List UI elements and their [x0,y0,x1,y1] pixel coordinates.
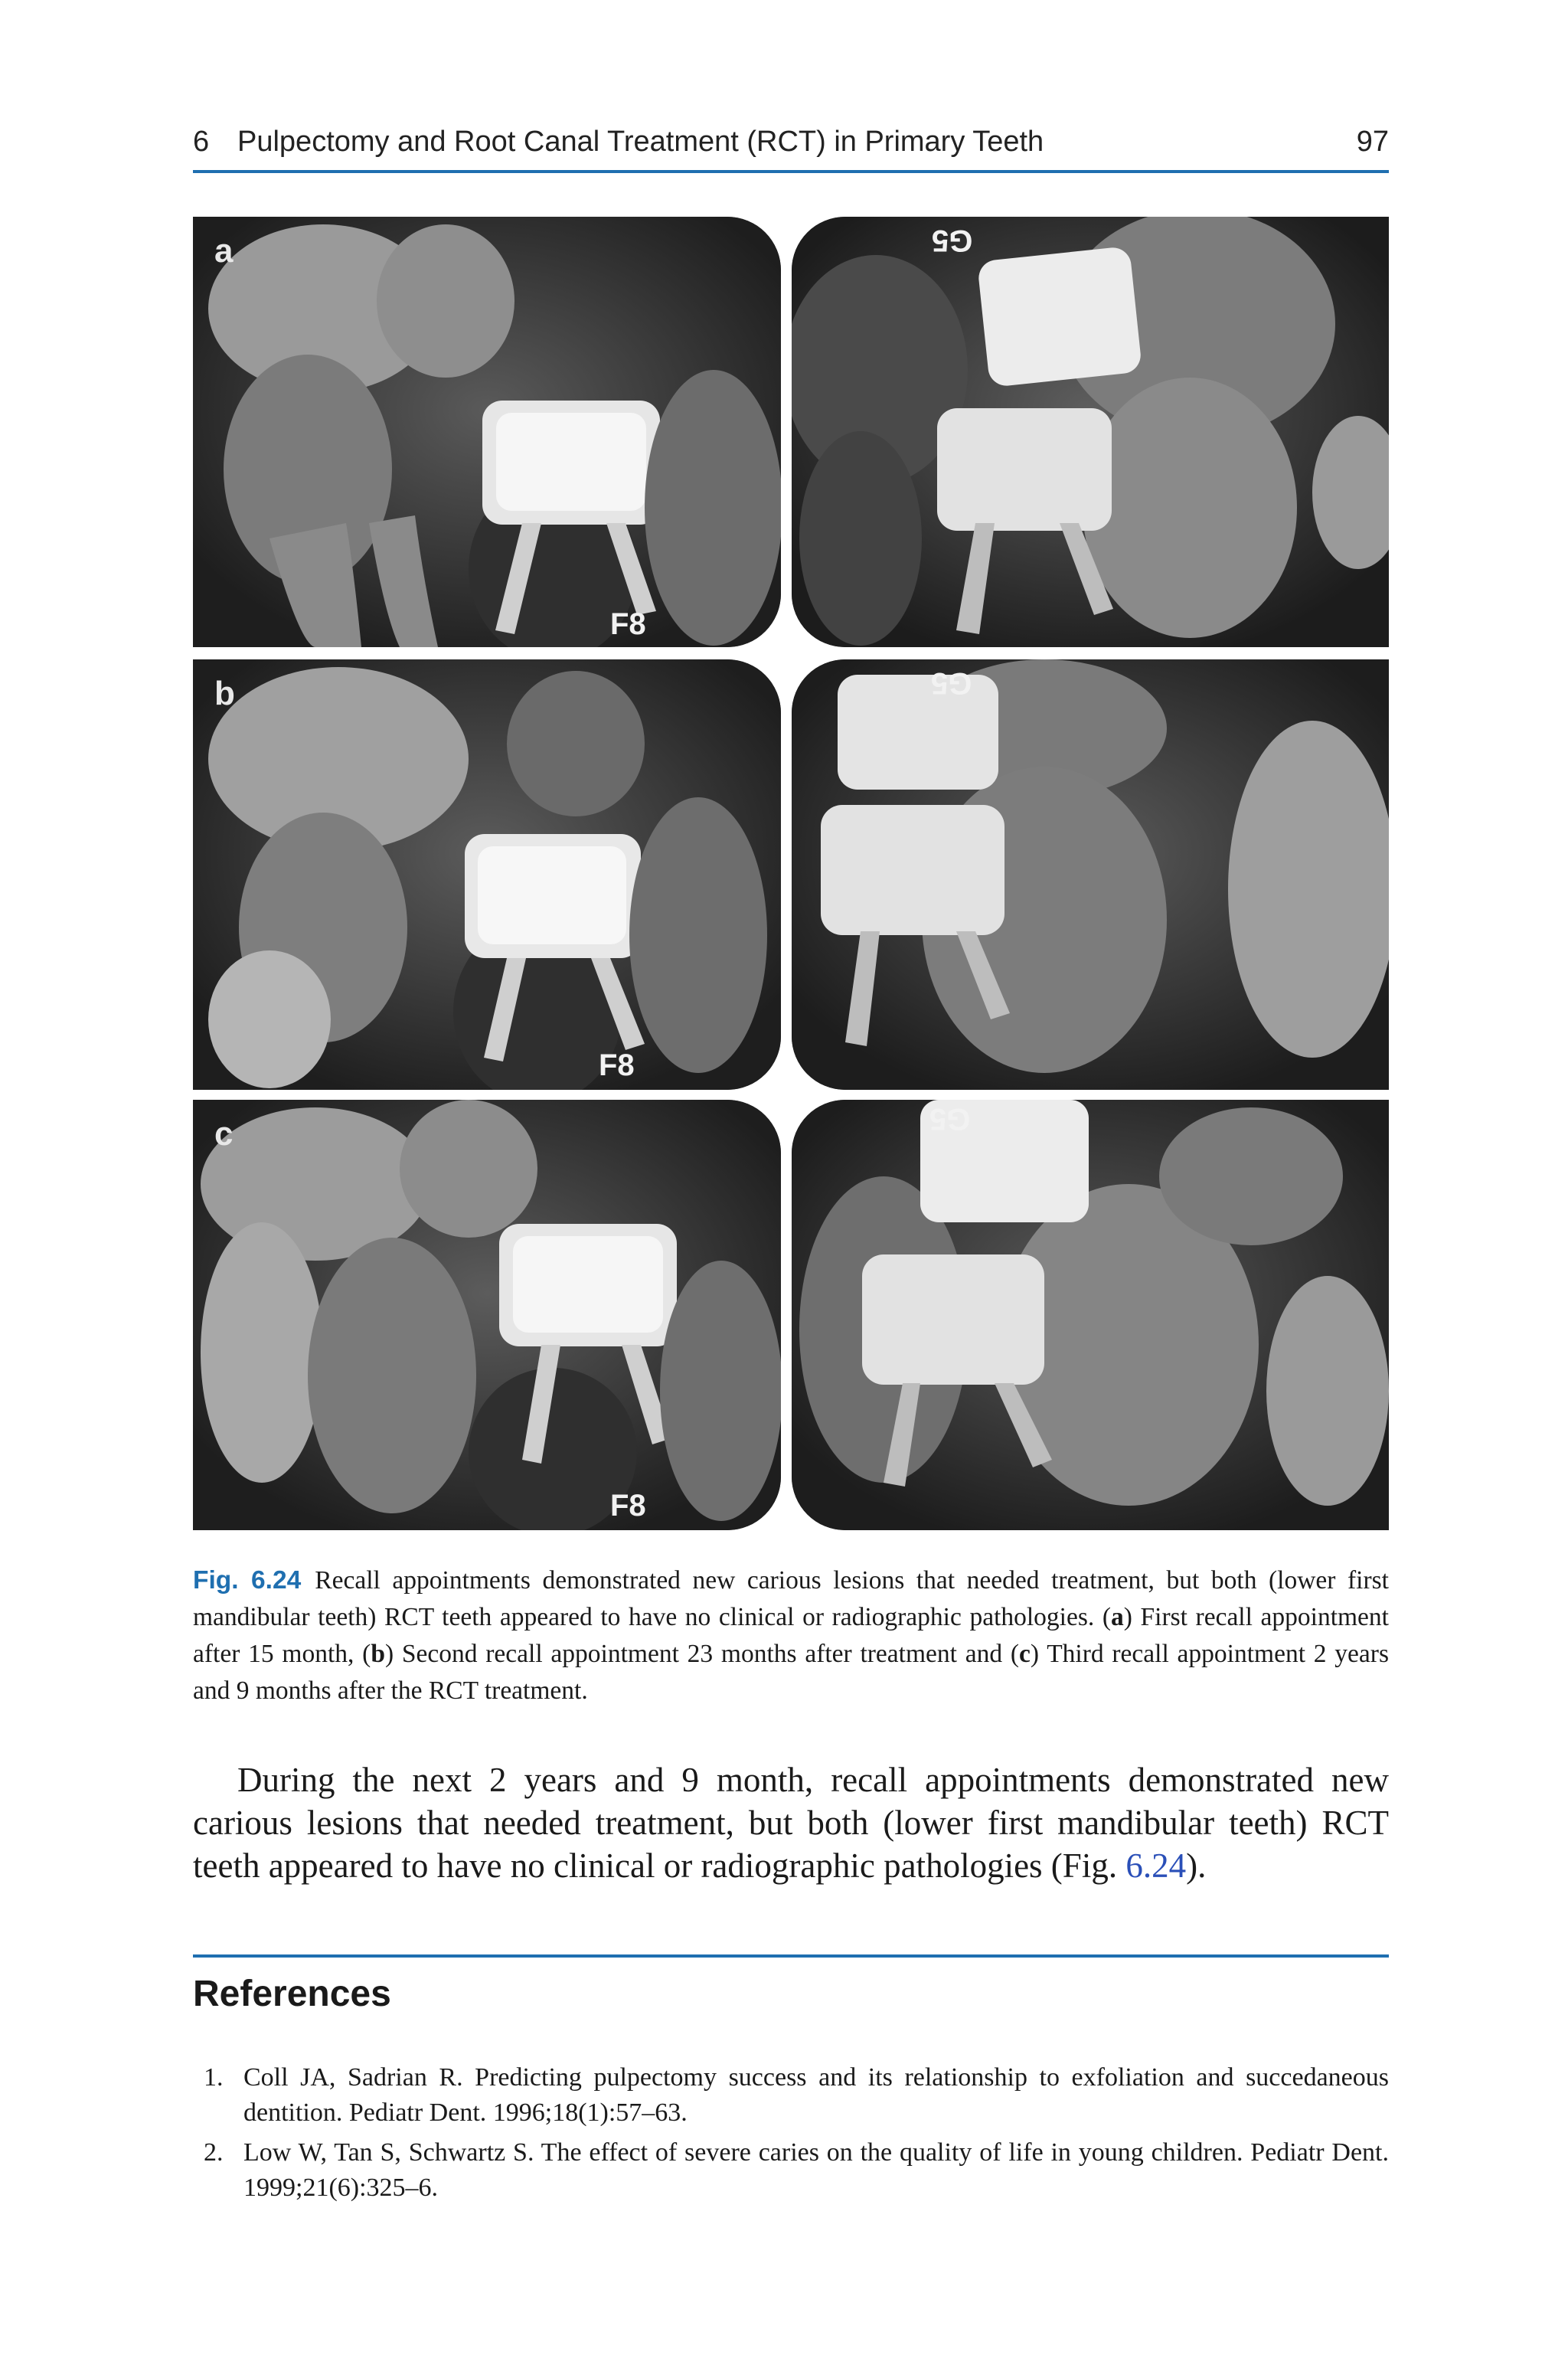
caption-bold-a: a [1111,1603,1124,1631]
tooth-label-g5-c: G5 [929,1102,971,1136]
panel-label-b: b [214,675,235,712]
figure-reference-link[interactable]: 6.24 [1125,1846,1187,1885]
tooth-label-f8-b: F8 [599,1048,635,1082]
chapter-title: Pulpectomy and Root Canal Treatment (RCT) in Primary Teeth [237,126,1044,158]
tooth-label-f8-c: F8 [610,1489,646,1523]
radiograph-c-right [792,1100,1389,1530]
caption-text-3: ) Second recall appointment 23 months after treatment and ( [384,1640,1020,1668]
reference-number: 2. [204,2138,224,2167]
radiograph-a-left [193,217,781,647]
radiograph-b-right [792,659,1389,1090]
body-text-after: ). [1186,1846,1207,1885]
body-text-before: During the next 2 years and 9 month, recall appointments demonstrated new carious lesions that needed treatment, but both (lower first mandibular teeth) RCT teeth appeared to have no clinical or radiographic pathologies (Fig. [193,1761,1389,1885]
caption-bold-b: b [371,1640,385,1668]
radiograph-c-left [193,1100,781,1530]
radiograph-a-right [792,217,1389,647]
panel-label-a: a [214,232,234,270]
chapter-number: 6 [193,126,210,158]
caption-text-2: ) First recall appointment after 15 month, ( [193,1603,1389,1668]
figure-label: Fig. 6.24 [193,1566,302,1595]
references-rule [193,1954,1389,1958]
references-heading: References [193,1974,391,2014]
panel-label-c: c [214,1115,234,1153]
header-rule [193,170,1389,173]
reference-number: 1. [204,2063,224,2092]
caption-text-1: Recall appointments demonstrated new carious lesions that needed treatment, but both (lower first mandibular teeth) RCT teeth appeared to have no clinical or radiographic pathologies. ( [193,1566,1389,1631]
tooth-label-g5-b: G5 [931,666,972,700]
tooth-label-g5-a: G5 [932,224,973,257]
reference-item-2 [193,2135,1389,2206]
body-paragraph [193,1758,1389,1887]
reference-text: Low W, Tan S, Schwartz S. The effect of severe caries on the quality of life in young children. Pediatr Dent. 1999;21(6):325–6. [243,2138,1389,2202]
radiograph-b-left [193,659,781,1090]
caption-text-4: ) Third recall appointment 2 years and 9 months after the RCT treatment. [193,1640,1389,1705]
figure-6-24 [193,217,1389,1530]
reference-item-1 [193,2060,1389,2131]
running-header [193,123,1389,168]
reference-list [193,2060,1389,2210]
tooth-label-f8-a: F8 [610,607,646,641]
reference-text: Coll JA, Sadrian R. Predicting pulpectomy success and its relationship to exfoliation and succedaneous dentition. Pediatr Dent. 1996;18(1):57–63. [243,2063,1389,2127]
figure-caption [193,1562,1389,1709]
caption-bold-c: c [1019,1640,1031,1668]
page-number: 97 [1356,126,1389,158]
